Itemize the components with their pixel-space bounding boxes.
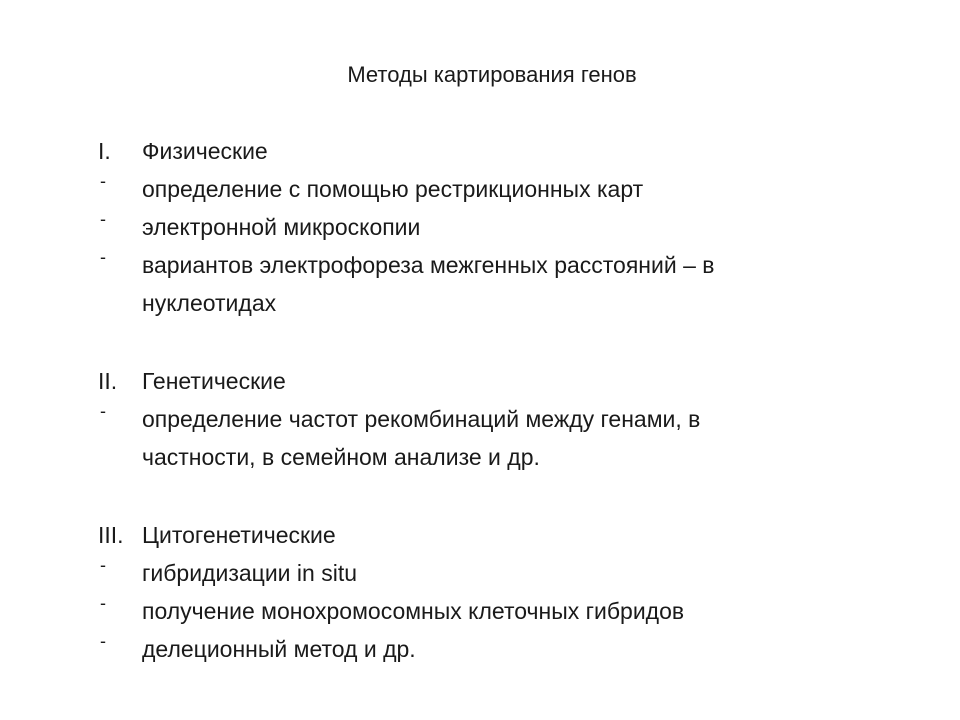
list-item-text: определение с помощью рестрикционных карт	[142, 176, 644, 202]
list-item-text: гибридизации in situ	[142, 560, 357, 586]
list-item-text: получение монохромосомных клеточных гибридов	[142, 598, 685, 624]
list-item	[98, 630, 898, 668]
list-item	[98, 208, 898, 246]
list-item	[98, 246, 898, 284]
section-heading-text: Физические	[142, 138, 268, 164]
list-item-text: электронной микроскопии	[142, 214, 421, 240]
roman-numeral: I.	[98, 138, 111, 164]
list-item	[98, 554, 898, 592]
roman-numeral: II.	[98, 368, 118, 394]
bullet-dash: -	[100, 247, 106, 267]
bullet-dash: -	[100, 593, 106, 613]
list-item-text: делеционный метод и др.	[142, 636, 416, 662]
section-heading	[98, 132, 898, 170]
bullet-dash: -	[100, 171, 106, 191]
list-item-text: определение частот рекомбинаций между генами, в	[142, 406, 701, 432]
list-item-text: частности, в семейном анализе и др.	[142, 444, 540, 470]
bullet-dash: -	[100, 209, 106, 229]
bullet-dash: -	[100, 555, 106, 575]
section-heading	[98, 362, 898, 400]
list-item-text: нуклеотидах	[142, 290, 277, 316]
list-item-continuation	[98, 438, 898, 476]
section-heading-text: Цитогенетические	[142, 522, 336, 548]
section-cytogenetic	[98, 516, 898, 668]
list-item-continuation	[98, 284, 898, 322]
list-item	[98, 400, 898, 438]
section-genetic	[98, 362, 898, 476]
list-item	[98, 170, 898, 208]
section-physical	[98, 132, 898, 322]
roman-numeral: III.	[98, 522, 124, 548]
section-heading	[98, 516, 898, 554]
bullet-dash: -	[100, 631, 106, 651]
section-heading-text: Генетические	[142, 368, 286, 394]
list-item	[98, 592, 898, 630]
slide-title: Методы картирования генов	[347, 62, 637, 87]
list-item-text: вариантов электрофореза межгенных расстояний – в	[142, 252, 715, 278]
bullet-dash: -	[100, 401, 106, 421]
